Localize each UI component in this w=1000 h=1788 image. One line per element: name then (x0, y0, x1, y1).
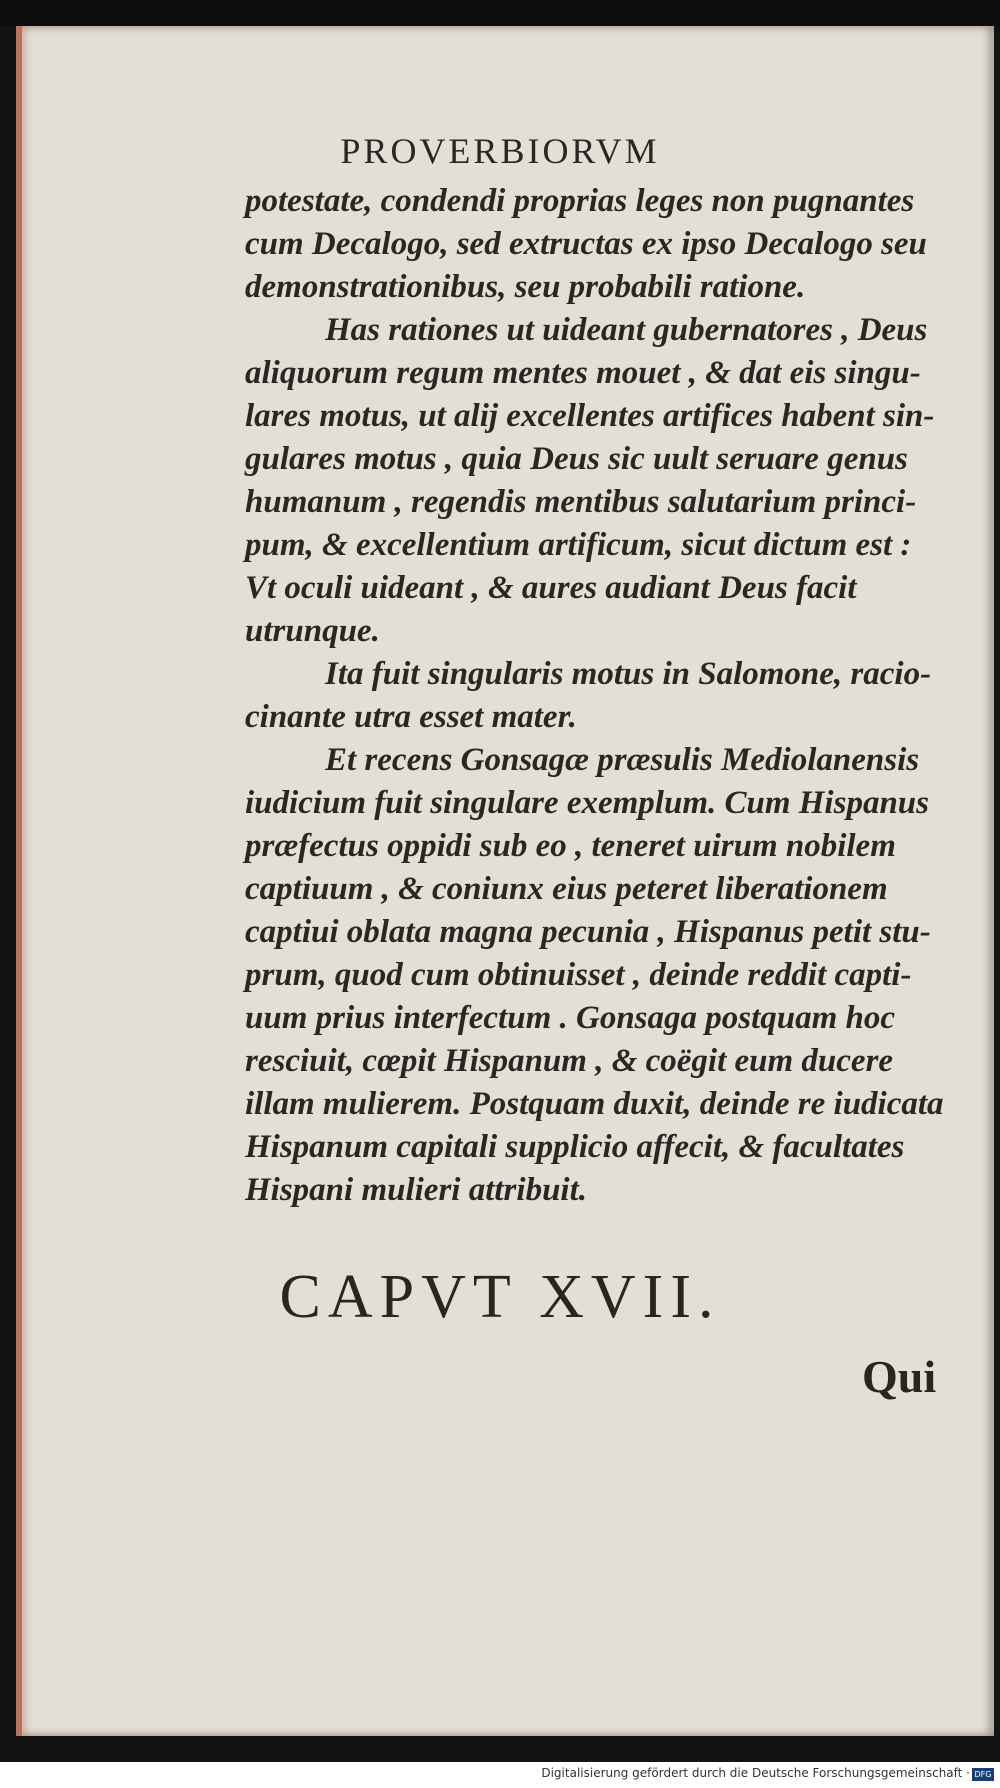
text-line: resciuit, cœpit Hispanum , & coëgit eum ducere (245, 1043, 894, 1079)
body-text (245, 180, 960, 1212)
chapter-heading: CAPVT XVII. (279, 1263, 721, 1331)
text-line: Hispanum capitali supplicio affecit, & facultates (245, 1129, 905, 1165)
text-line: aliquorum regum mentes mouet , & dat eis singu- (245, 355, 921, 391)
text-line: Et recens Gonsagæ præsulis Mediolanensis (325, 742, 920, 778)
text-line: Has rationes ut uideant gubernatores , Deus (325, 312, 928, 348)
text-line: demonstrationibus, seu probabili ratione. (245, 269, 806, 305)
text-line: Vt oculi uideant , & aures audiant Deus facit (245, 570, 857, 606)
running-head: PROVERBIORVM (340, 131, 660, 171)
text-line: pum, & excellentium artificum, sicut dictum est : (245, 527, 912, 563)
text-line: lares motus, ut alij excellentes artifices habent sin- (245, 398, 935, 434)
text-line: uum prius interfectum . Gonsaga postquam hoc (245, 1000, 896, 1036)
text-line: præfectus oppidi sub eo , teneret uirum nobilem (245, 828, 896, 864)
text-line: Hispani mulieri attribuit. (245, 1172, 588, 1208)
footer-credit: Digitalisierung gefördert durch die Deutsche Forschungsgemeinschaft · (541, 1766, 970, 1780)
text-line: prum, quod cum obtinuisset , deinde reddit capti- (245, 957, 912, 993)
text-line: iudicium fuit singulare exemplum. Cum Hispanus (245, 785, 929, 821)
text-line: utrunque. (245, 613, 380, 649)
text-line: captiui oblata magna pecunia , Hispanus petit stu- (245, 914, 931, 950)
catchword: Qui (862, 1351, 937, 1402)
text-line: captiuum , & coniunx eius peteret liberationem (245, 871, 888, 907)
text-line: cum Decalogo, sed extructas ex ipso Decalogo seu (245, 226, 927, 262)
dfg-logo: DFG (972, 1768, 994, 1781)
page-edge (16, 26, 22, 1736)
top-dark-band (0, 0, 1000, 26)
text-line: humanum , regendis mentibus salutarium princi- (245, 484, 917, 520)
text-line: illam mulierem. Postquam duxit, deinde re iudicata (245, 1086, 944, 1122)
text-line: Ita fuit singularis motus in Salomone, racio- (325, 656, 932, 692)
text-line: potestate, condendi proprias leges non pugnantes (245, 183, 915, 219)
text-line: gulares motus , quia Deus sic uult seruare genus (245, 441, 908, 477)
text-line: cinante utra esset mater. (245, 699, 577, 735)
